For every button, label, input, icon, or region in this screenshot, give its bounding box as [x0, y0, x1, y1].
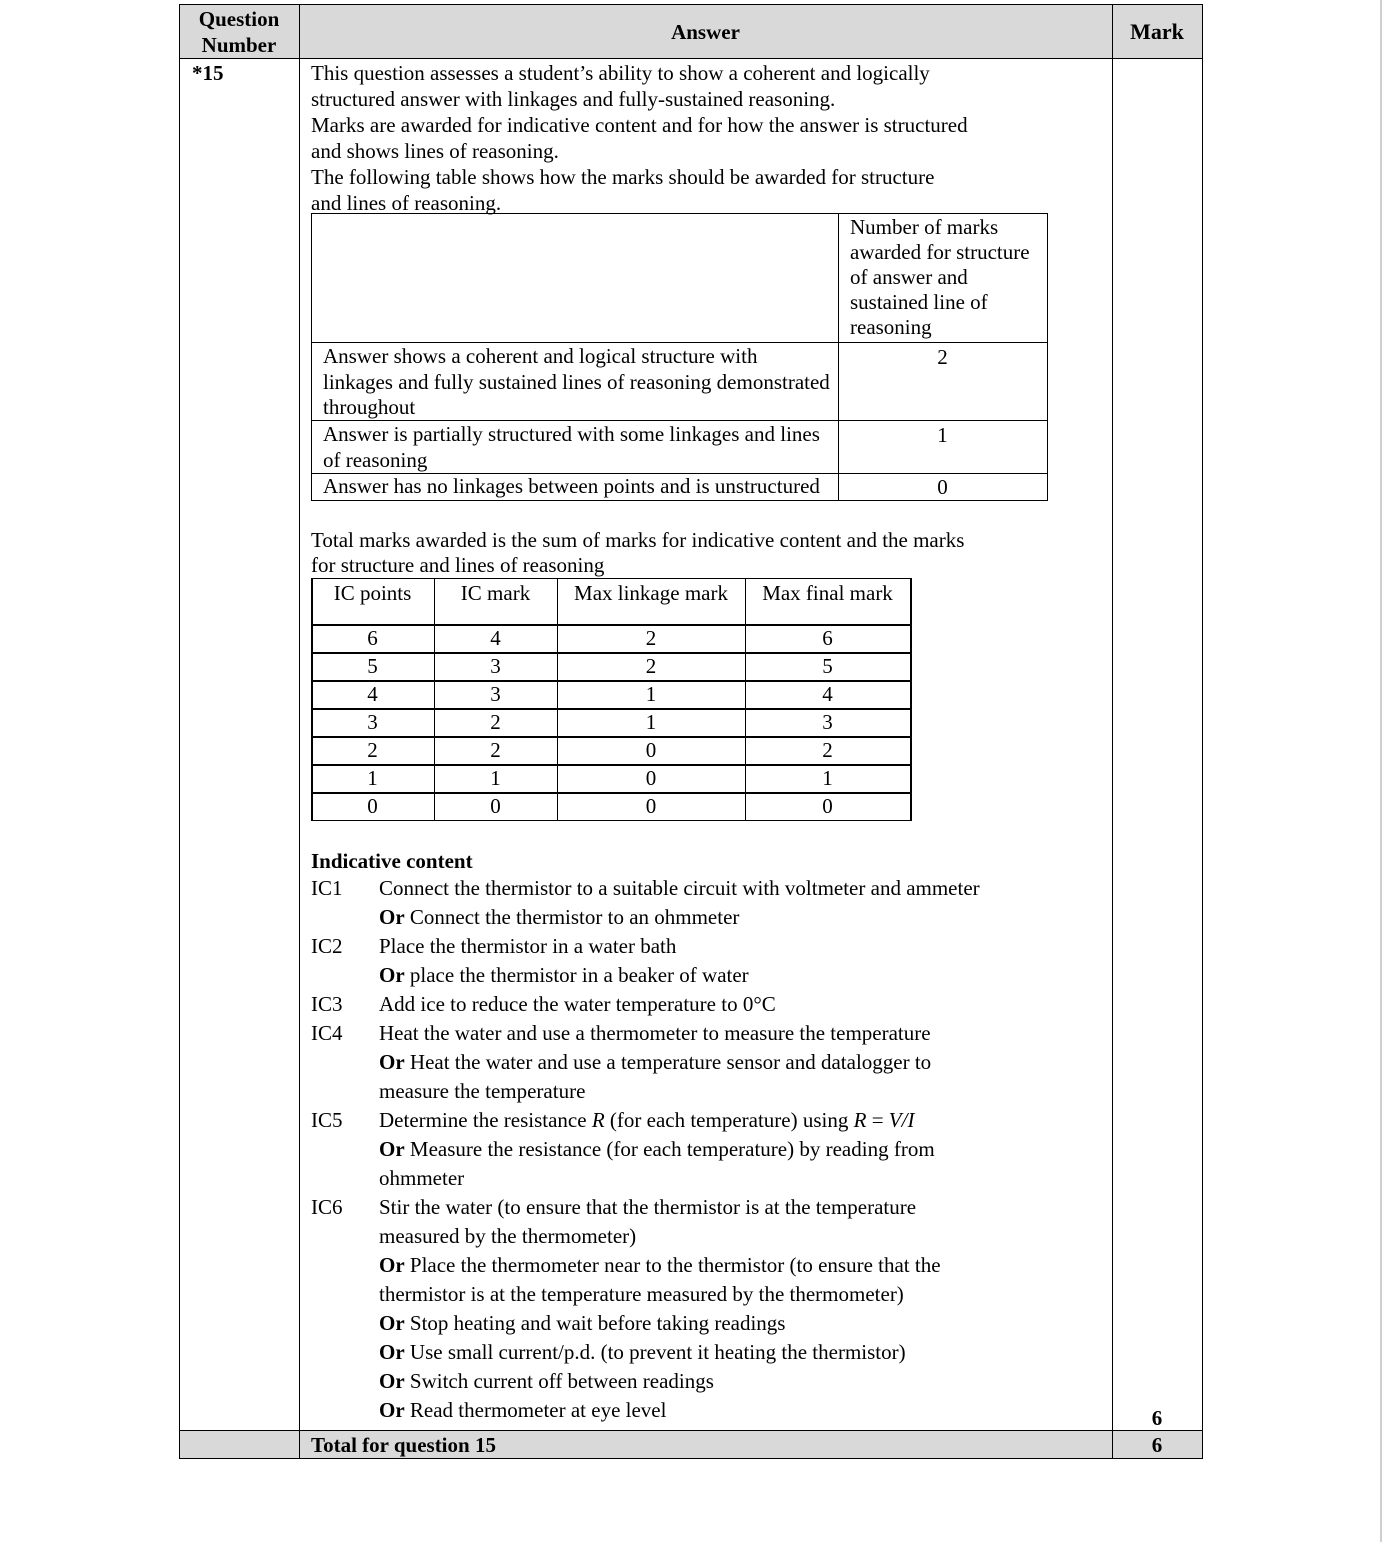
page-edge	[1380, 0, 1382, 1542]
ic-text	[379, 1252, 941, 1278]
ic-text	[379, 1339, 906, 1365]
ic-text	[379, 1194, 916, 1220]
question-mark: 6	[1151, 1406, 1163, 1430]
footer-total-mark: 6	[1151, 1433, 1163, 1457]
marks-table-cell: 3	[822, 710, 833, 734]
ic-text	[379, 1310, 785, 1336]
ic-label: IC4	[311, 1021, 343, 1045]
structure-header-line: reasoning	[850, 315, 932, 339]
table-border	[1112, 4, 1113, 1459]
structure-row-marks: 1	[937, 423, 948, 447]
ic-label: IC3	[311, 992, 343, 1016]
marks-table-cell: 0	[490, 794, 501, 818]
ic-text-segment: Switch current off between readings	[404, 1369, 714, 1393]
ic-italic-symbol: R	[591, 1108, 605, 1132]
table-border	[299, 4, 300, 1459]
header-question-line: Question	[198, 7, 280, 31]
ic-text-segment: Measure the resistance (for each temperature) by reading from	[404, 1137, 935, 1161]
structure-row-line: Answer shows a coherent and logical structure with	[323, 344, 758, 368]
marks-table-line	[311, 578, 911, 579]
or-keyword: Or	[379, 1137, 405, 1161]
marks-table-header: IC points	[333, 581, 412, 605]
ic-text-segment: Use small current/p.d. (to prevent it heating the thermistor)	[404, 1340, 906, 1364]
ic-text-segment: Heat the water and use a temperature sensor and datalogger to	[404, 1050, 932, 1074]
marks-table-cell: 2	[645, 626, 657, 650]
ic-italic-symbol: R	[853, 1108, 867, 1132]
ic-text-segment: Place the thermistor in a water bath	[379, 934, 677, 958]
table-border	[179, 4, 180, 1459]
ic-text	[379, 1078, 585, 1104]
marks-table-line	[311, 820, 911, 821]
ic-label: IC2	[311, 934, 343, 958]
intro-line: Marks are awarded for indicative content and for how the answer is structured	[311, 113, 968, 137]
header-number-line: Number	[201, 33, 277, 57]
ic-text-segment: measure the temperature	[379, 1079, 586, 1103]
marks-table-cell: 3	[490, 682, 501, 706]
ic-label: IC6	[311, 1195, 343, 1219]
ic-text	[379, 991, 776, 1017]
marks-table-cell: 1	[645, 682, 657, 706]
ic-text	[379, 1165, 464, 1191]
intro-line: structured answer with linkages and fully-sustained reasoning.	[311, 87, 836, 111]
structure-row-marks: 0	[937, 475, 948, 499]
ic-text	[379, 933, 676, 959]
ic-text-segment: Stop heating and wait before taking readings	[404, 1311, 786, 1335]
ic-text-segment: Connect the thermistor to a suitable circuit with voltmeter and ammeter	[379, 876, 980, 900]
structure-row-line: of reasoning	[323, 447, 428, 472]
marks-table-cell: 4	[367, 682, 378, 706]
marks-table-cell: 6	[822, 626, 833, 650]
footer-total-label: Total for question 15	[311, 1433, 496, 1457]
ic-text-segment: Determine the resistance	[379, 1108, 592, 1132]
marks-table-cell: 0	[645, 794, 657, 818]
intro-line: The following table shows how the marks should be awarded for structure	[311, 165, 935, 189]
ic-text	[379, 1368, 714, 1394]
structure-row-description	[323, 344, 838, 420]
structure-table-divider	[311, 420, 1047, 421]
structure-row-description	[323, 422, 838, 473]
marks-table-header: IC mark	[460, 581, 531, 605]
ic-text-segment: thermistor is at the temperature measured by the thermometer)	[379, 1282, 904, 1306]
structure-row-marks: 2	[937, 345, 948, 369]
structure-row-line: throughout	[323, 395, 416, 419]
marks-table-cell: 6	[367, 626, 378, 650]
or-keyword: Or	[379, 905, 405, 929]
or-keyword: Or	[379, 1253, 405, 1277]
ic-text	[379, 1397, 666, 1423]
intro-text	[311, 60, 968, 216]
ic-text-segment: Heat the water and use a thermometer to measure the temperature	[379, 1021, 931, 1045]
structure-row-line: linkages and fully sustained lines of reasoning demonstrated	[323, 369, 830, 394]
marks-table-cell: 1	[645, 710, 657, 734]
table-border	[1202, 4, 1203, 1459]
marks-table-cell: 2	[645, 654, 657, 678]
ic-label: IC5	[311, 1108, 343, 1132]
total-marks-text: Total marks awarded is the sum of marks for indicative content and the marks	[311, 528, 965, 552]
ic-text	[379, 1107, 914, 1133]
structure-header-line: of answer and	[850, 265, 968, 289]
structure-table-divider	[311, 342, 1047, 343]
ic-text-segment: Connect the thermistor to an ohmmeter	[404, 905, 740, 929]
ic-text-segment: place the thermistor in a beaker of water	[404, 963, 749, 987]
structure-table-header	[850, 215, 1030, 340]
or-keyword: Or	[379, 1311, 405, 1335]
intro-line: and shows lines of reasoning.	[311, 139, 559, 163]
header-answer: Answer	[671, 20, 740, 44]
marks-table-cell: 1	[822, 766, 833, 790]
ic-text-segment: ohmmeter	[379, 1166, 465, 1190]
table-border	[179, 58, 1203, 59]
intro-line: and lines of reasoning.	[311, 191, 502, 215]
ic-text-segment: Add ice to reduce the water temperature to 0°C	[379, 992, 776, 1016]
ic-text-segment: Place the thermometer near to the thermistor (to ensure that the	[404, 1253, 941, 1277]
question-number: *15	[192, 61, 224, 85]
ic-text	[379, 1136, 935, 1162]
ic-text-segment: (for each temperature) using	[604, 1108, 854, 1132]
marks-table-header: Max final mark	[762, 581, 893, 605]
ic-text	[379, 962, 749, 988]
header-question-number	[179, 6, 299, 58]
marks-table-cell: 5	[367, 654, 378, 678]
structure-header-line: awarded for structure	[850, 240, 1030, 264]
table-border	[179, 4, 1203, 5]
ic-text	[379, 1281, 904, 1307]
ic-text-segment: Stir the water (to ensure that the thermistor is at the temperature	[379, 1195, 917, 1219]
structure-row-line: Answer is partially structured with some linkages and lines	[323, 422, 820, 446]
marks-table-cell: 2	[490, 738, 501, 762]
ic-text	[379, 1223, 636, 1249]
structure-header-line: sustained line of	[850, 290, 988, 314]
ic-text	[379, 1020, 931, 1046]
marks-table-cell: 4	[490, 626, 501, 650]
marks-table-cell: 0	[645, 766, 657, 790]
marks-table-header: Max linkage mark	[574, 581, 728, 605]
or-keyword: Or	[379, 1369, 405, 1393]
ic-text-segment: Read thermometer at eye level	[404, 1398, 667, 1422]
table-border	[179, 1458, 1203, 1459]
marks-table-cell: 2	[367, 738, 378, 762]
marks-table-cell: 3	[490, 654, 501, 678]
ic-italic-symbol: V/I	[888, 1108, 915, 1132]
marks-table-cell: 2	[490, 710, 501, 734]
marks-table-line	[910, 578, 912, 821]
total-marks-text: for structure and lines of reasoning	[311, 553, 605, 577]
marks-table-cell: 0	[367, 794, 378, 818]
or-keyword: Or	[379, 1050, 405, 1074]
marks-table-cell: 3	[367, 710, 378, 734]
marks-table-cell: 5	[822, 654, 833, 678]
marks-table-cell: 2	[822, 738, 833, 762]
ic-text-segment: measured by the thermometer)	[379, 1224, 637, 1248]
ic-text-segment: =	[866, 1108, 889, 1132]
ic-label: IC1	[311, 876, 343, 900]
ic-text	[379, 904, 739, 930]
structure-header-line: Number of marks	[850, 215, 999, 239]
structure-row-description	[323, 474, 838, 499]
marks-table-cell: 0	[645, 738, 657, 762]
structure-row-line: Answer has no linkages between points and is unstructured	[323, 474, 820, 498]
marks-table-cell: 0	[822, 794, 833, 818]
marks-table-cell: 1	[367, 766, 378, 790]
header-mark: Mark	[1130, 19, 1184, 44]
or-keyword: Or	[379, 1398, 405, 1422]
indicative-heading: Indicative content	[311, 849, 473, 873]
or-keyword: Or	[379, 963, 405, 987]
marks-table-cell: 1	[490, 766, 501, 790]
intro-line: This question assesses a student’s ability to show a coherent and logically	[311, 61, 930, 85]
or-keyword: Or	[379, 1340, 405, 1364]
table-border	[179, 1430, 1203, 1431]
ic-text	[379, 1049, 931, 1075]
marks-table-cell: 4	[822, 682, 833, 706]
ic-text	[379, 875, 980, 901]
